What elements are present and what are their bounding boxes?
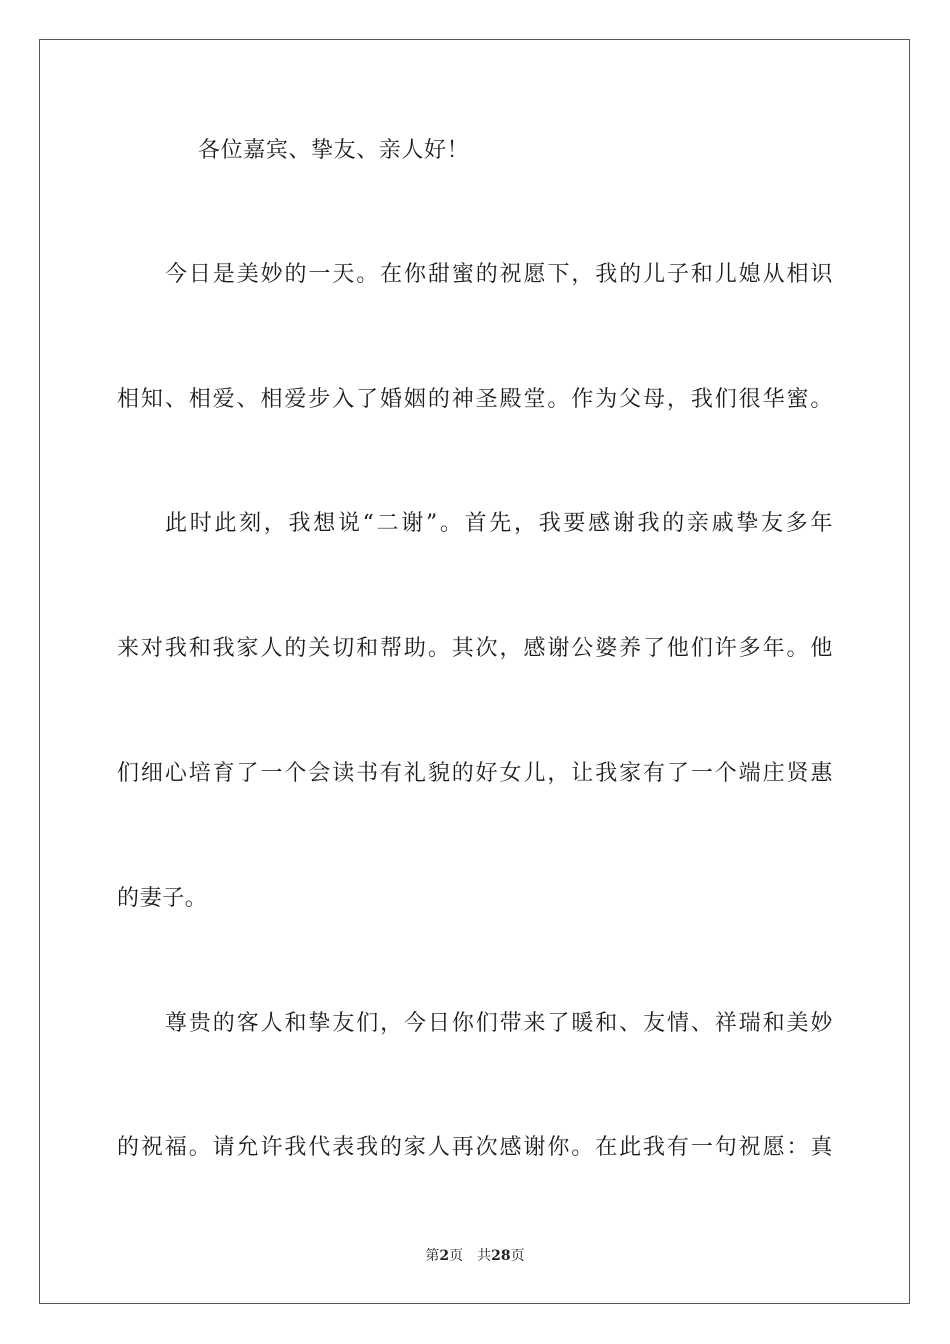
page-number: 2 xyxy=(439,1248,450,1264)
page-prefix: 第 xyxy=(425,1248,440,1264)
paragraph-2-line-2: 来对我和我家人的关切和帮助。其次，感谢公婆养了他们许多年。他 xyxy=(117,636,833,661)
paragraph-2-line-4: 的妻子。 xyxy=(117,886,208,911)
paragraph-1-line-1: 今日是美妙的一天。在你甜蜜的祝愿下，我的儿子和儿媳从相识 xyxy=(165,262,833,287)
page-suffix: 页 xyxy=(449,1248,464,1264)
paragraph-1-line-2: 相知、相爱、相爱步入了婚姻的神圣殿堂。作为父母，我们很华蜜。 xyxy=(117,387,833,412)
total-pages: 28 xyxy=(491,1248,511,1264)
page-footer xyxy=(0,1247,950,1265)
greeting-line: 各位嘉宾、挚友、亲人好！ xyxy=(198,138,470,163)
total-prefix: 共 xyxy=(477,1248,492,1264)
total-suffix: 页 xyxy=(510,1248,525,1264)
paragraph-3-line-1: 尊贵的客人和挚友们，今日你们带来了暖和、友情、祥瑞和美妙 xyxy=(165,1011,833,1036)
paragraph-3-line-2: 的祝福。请允许我代表我的家人再次感谢你。在此我有一句祝愿：真 xyxy=(117,1135,833,1160)
page-border xyxy=(39,39,910,1304)
paragraph-2-line-3: 们细心培育了一个会读书有礼貌的好女儿，让我家有了一个端庄贤惠 xyxy=(117,761,833,786)
paragraph-2-line-1: 此时此刻，我想说“二谢”。首先，我要感谢我的亲戚挚友多年 xyxy=(165,511,833,536)
